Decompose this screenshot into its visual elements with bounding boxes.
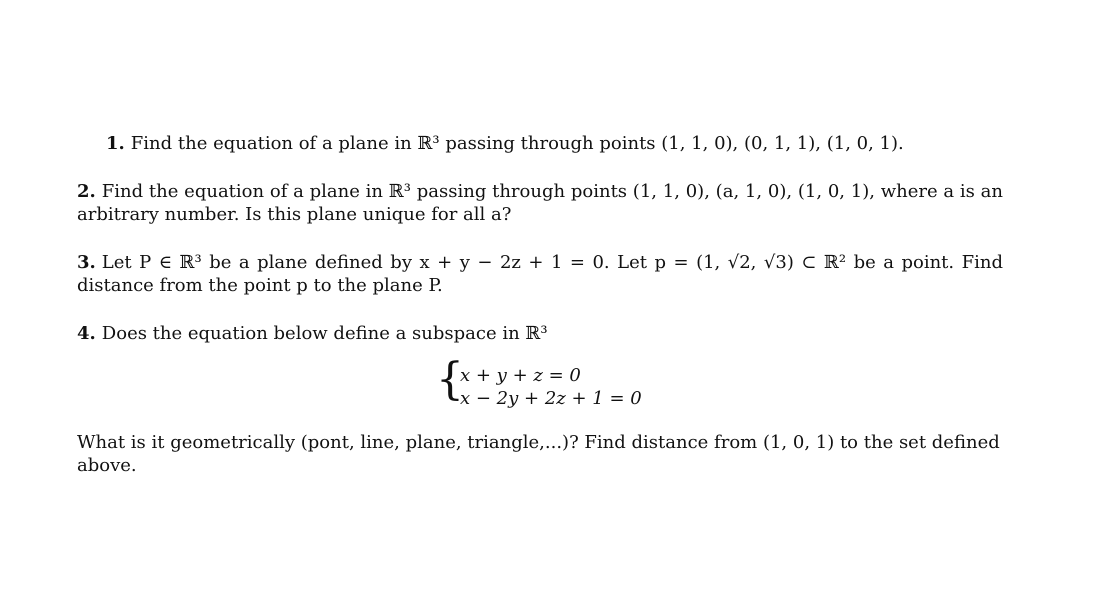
problem-number: 4. [77,323,96,344]
problem-4 [77,322,1003,345]
followup-text: What is it geometrically (pont, line, plane, triangle,...)? Find distance from (1, 0, 1) to the set defined above. [77,432,1000,476]
problem-number: 2. [77,181,96,202]
problem-2 [77,180,1003,226]
system-equation-1: x + y + z = 0 [460,365,581,386]
problem-text: Find the equation of a plane in ℝ³ passing through points (1, 1, 0), (a, 1, 0), (1, 0, 1), where a is an arbitrary number. Is this plane unique for all a? [77,181,1003,225]
problem-text: Find the equation of a plane in ℝ³ passing through points (1, 1, 0), (0, 1, 1), (1, 0, 1). [130,133,904,154]
problem-1 [106,132,1006,155]
left-brace: { [436,354,464,405]
problem-text: Let P ∈ ℝ³ be a plane defined by x + y − 2z + 1 = 0. Let p = (1, √2, √3) ⊂ ℝ² be a point. Find distance from the point p to the plane P. [77,252,1003,296]
system-equation-2: x − 2y + 2z + 1 = 0 [460,388,642,409]
problem-4-followup [77,431,1017,477]
problem-number: 3. [77,252,96,273]
problem-number: 1. [106,133,125,154]
problem-3 [77,251,1003,297]
problem-text: Does the equation below define a subspace in ℝ³ [101,323,548,344]
